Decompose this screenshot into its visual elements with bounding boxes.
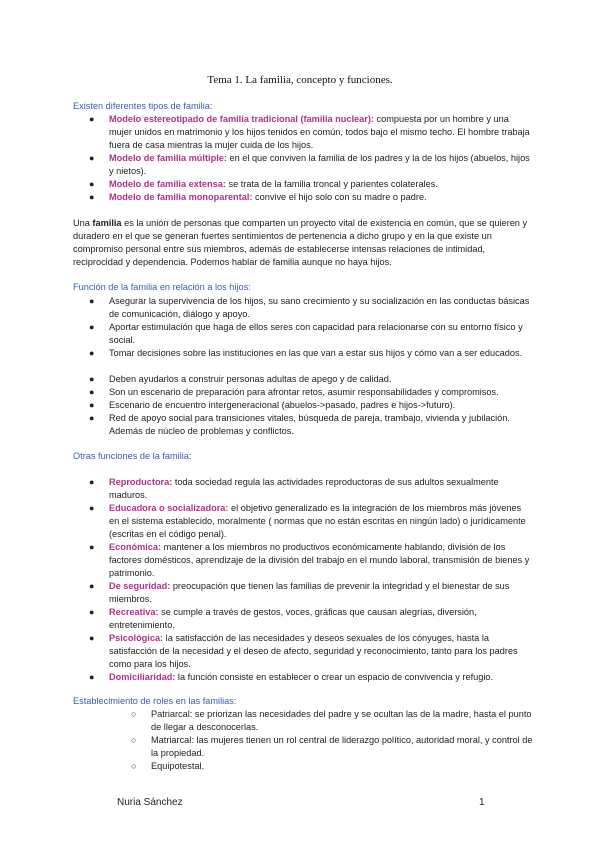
footer-page-number: 1 [479,797,485,808]
section-heading-otras: Otras funciones de la familia: [73,451,192,461]
definition-paragraph: Una familia es la unión de personas que comparten un proyecto vital de existencia en común, que se quieren y duradero en el que se generan fuertes sentimientos de pertenencia a dicho grupo y en la que existe un compromiso personal entre sus miembros, además de establecerse intensas relaciones de intimidad, reciprocidad y dependencia. Podemos hablar de familia aunque no haya hijos. [73,218,528,267]
list-otras [73,476,533,684]
list-item: ● Reproductora: toda sociedad regula las actividades reproductoras de sus adultos sexualmente maduros. [89,477,499,500]
list-item: ● Red de apoyo social para transiciones vitales, búsqueda de pareja, trambajo, vivienda y jubilación. Además de núcleo de problemas y conflictos. [89,413,510,436]
list-item: ● Escenario de encuentro intergeneracional (abuelos->pasado, padres e hijos->futuro). [89,400,456,410]
list-item: ● Aportar estimulación que haga de ellos seres con capacidad para relacionarse con su entorno físico y social. [89,322,523,345]
list-item: ● Domiciliaridad: la función consiste en establecer o crear un espacio de convivencia y refugio. [89,672,494,682]
list-item: ● Modelo de familia monoparental: convive el hijo solo con su madre o padre. [89,192,427,202]
list-funcion-hijos [73,295,533,438]
list-tipos [73,113,533,204]
page-title: Tema 1. La familia, concepto y funciones. [207,74,393,86]
list-item: ● Recreativa: se cumple a través de gestos, voces, gráficas que causan alegrías, diversión, entretenimiento. [89,607,477,630]
footer-author: Nuria Sánchez [117,797,183,808]
list-item: ● Educadora o socializadora: el objetivo generalizado es la integración de los miembros más jóvenes en el sistema establecido, moralmente ( normas que no están escritas en ningún lado) o jurídicamente (escritas en el código penal). [89,503,526,539]
list-item: ○ Patriarcal: se priorizan las necesidades del padre y se ocultan las de la madre, hasta el punto de llegar a desconocerlas. [131,709,532,732]
list-roles [73,708,533,773]
section-heading-roles: Establecimiento de roles en las familias: [73,696,237,706]
list-item: ● Son un escenario de preparación para afrontar retos, asumir responsabilidades y compromisos. [89,387,499,397]
section-heading-tipos: Existen diferentes tipos de familia: [73,101,213,111]
list-item: ● Modelo estereotipado de familia tradicional (familia nuclear): compuesta por un hombre y una mujer unidos en matrimonio y los hijos tenidos en común, todos bajo el mismo techo. El hombre trabaja fuera de casa mientras la mujer cuida de los hijos. [89,114,530,150]
list-item: ● Asegurar la supervivencia de los hijos, su sano crecimiento y su socialización en las conductas básicas de comunicación, diálogo y apoyo. [89,296,530,319]
list-item: ● Modelo de familia extensa: se trata de la familia troncal y parientes colaterales. [89,179,438,189]
section-heading-funcion-hijos: Función de la familia en relación a los hijos: [73,282,251,292]
list-item: ● Psicológica: la satisfacción de las necesidades y deseos sexuales de los cónyuges, hasta la satisfacción de la necesidad y el deseo de afecto, seguridad y reconocimiento, tanto para los padres como para los hijos. [89,633,518,669]
list-item: ● Deben ayudarlos a construir personas adultas de apego y de calidad. [89,374,392,384]
list-item: ● Modelo de familia múltiple: en el que conviven la familia de los padres y la de los hijos (abuelos, hijos y nietos). [89,153,530,176]
list-item: ● De seguridad: preocupación que tienen las familias de prevenir la integridad y el bienestar de sus miembros. [89,581,510,604]
list-item: ○ Matriarcal: las mujeres tienen un rol central de liderazgo político, autoridad moral, y control de la propiedad. [131,735,533,758]
list-item: ● Económica: mantener a los miembros no productivos económicamente hablando, división de los factores domésticos, aprendizaje de la división del trabajo en el mundo laboral, transmisión de bienes y patrimonio. [89,542,530,578]
list-item: ● Tomar decisiones sobre las instituciones en las que van a estar sus hijos y cómo van a ser educados. [89,348,523,358]
list-item: ○ Equipotestal. [131,761,205,771]
